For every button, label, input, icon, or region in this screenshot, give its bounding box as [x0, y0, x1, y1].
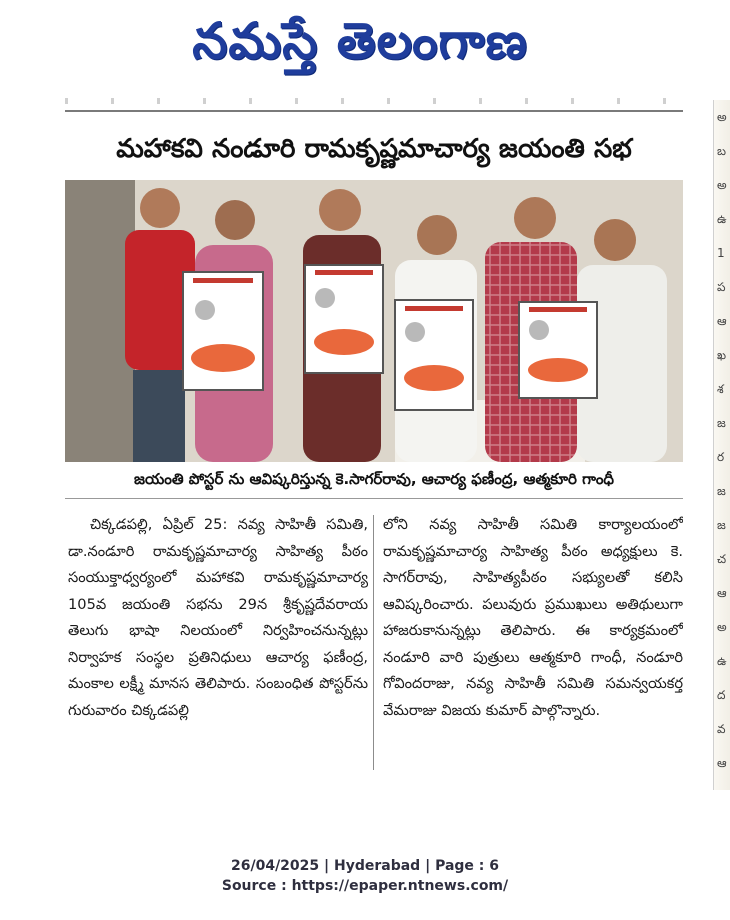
side-strip-glyph: 1 — [717, 246, 725, 260]
side-strip-glyph: ఆ — [717, 314, 727, 328]
side-strip-glyph: జ — [717, 518, 726, 532]
side-strip-glyph: ర — [717, 450, 725, 464]
side-strip-glyph: ఆ — [717, 756, 727, 770]
poster-3 — [395, 300, 473, 410]
masthead-title: నమస్తే తెలంగాణ — [192, 12, 528, 70]
side-strip-glyph: ఆ — [717, 586, 727, 600]
caption-rule — [65, 498, 683, 499]
side-strip-glyph: ఉ — [717, 654, 727, 668]
side-strip-glyph: ప — [717, 280, 726, 294]
footer-source: Source : https://epaper.ntnews.com/ — [221, 878, 509, 894]
side-strip-glyph: వ — [717, 722, 726, 736]
side-strip-glyph: ద — [717, 688, 726, 702]
article-photo — [65, 180, 683, 462]
side-strip-glyph: జ — [717, 416, 726, 430]
article-body-column-right: లోని నవ్య సాహితీ సమితి కార్యాలయంలో రామకృష్ణమాచార్య సాహిత్య పీఠం అధ్యక్షులు కె. సాగర్‌రావు, సాహిత్యపీఠం సభ్యులతో కలిసి ఆవిష్కరించారు. పలువురు ప్రముఖులు అతిథులుగా హాజరుకానున్నట్లు తెలిపారు. ఈ కార్యక్రమంలో నండూరి వారి పుత్రులు ఆత్మకూరి గాంధీ, నండూరి గోవిందరాజు, నవ్య సాహితీ సమితి సమన్వయకర్త వేమరాజు విజయ కుమార్ పాల్గొన్నారు. — [383, 516, 683, 719]
article-body-column-left: చిక్కడపల్లి, ఏప్రిల్ 25: నవ్య సాహితీ సమితి, డా.నండూరి రామకృష్ణమాచార్య సాహిత్య పీఠం సంయుక్తాధ్వర్యంలో మహాకవి రామకృష్ణమాచార్య 105వ జయంతి సభను 29న శ్రీకృష్ణదేవరాయ తెలుగు భాషా నిలయంలో నిర్వహించనున్నట్లు నిర్వాహక సంస్థల ప్రతినిధులు ఆచార్య ఫణీంద్ర, మంకాల లక్ష్మీ మానస తెలిపారు. సంబంధిత పోస్టర్‌ను గురువారం చిక్కడపల్లి — [68, 516, 368, 719]
side-strip-glyph: చ — [717, 552, 727, 566]
page-footer — [0, 856, 730, 896]
photo-illustration — [65, 180, 683, 462]
side-strip-glyph: జ — [717, 484, 726, 498]
side-strip-glyph: ఖ — [717, 348, 727, 362]
poster-4 — [519, 302, 597, 398]
side-strip-glyph: ఉ — [717, 212, 727, 226]
adjacent-article-strip — [713, 100, 730, 790]
masthead-dotted-rule — [65, 98, 683, 104]
poster-1 — [183, 272, 263, 390]
side-strip-glyph: అ — [717, 110, 727, 124]
article-headline: మహాకవి నండూరి రామకృష్ణమాచార్య జయంతి సభ — [116, 134, 632, 164]
side-strip-glyph: అ — [717, 620, 727, 634]
side-strip-glyph: శ — [717, 382, 724, 396]
column-divider — [373, 515, 374, 770]
photo-caption: జయంతి పోస్టర్ ను ఆవిష్కరిస్తున్న కె.సాగర్‌రావు, ఆచార్య ఫణీంద్ర, ఆత్మకూరి గాంధీ — [133, 470, 615, 488]
side-strip-glyph: బ — [717, 144, 727, 158]
side-strip-glyph: అ — [717, 178, 727, 192]
footer-date-page: 26/04/2025 | Hyderabad | Page : 6 — [230, 858, 500, 874]
poster-2 — [305, 265, 383, 373]
masthead-rule — [65, 110, 683, 112]
